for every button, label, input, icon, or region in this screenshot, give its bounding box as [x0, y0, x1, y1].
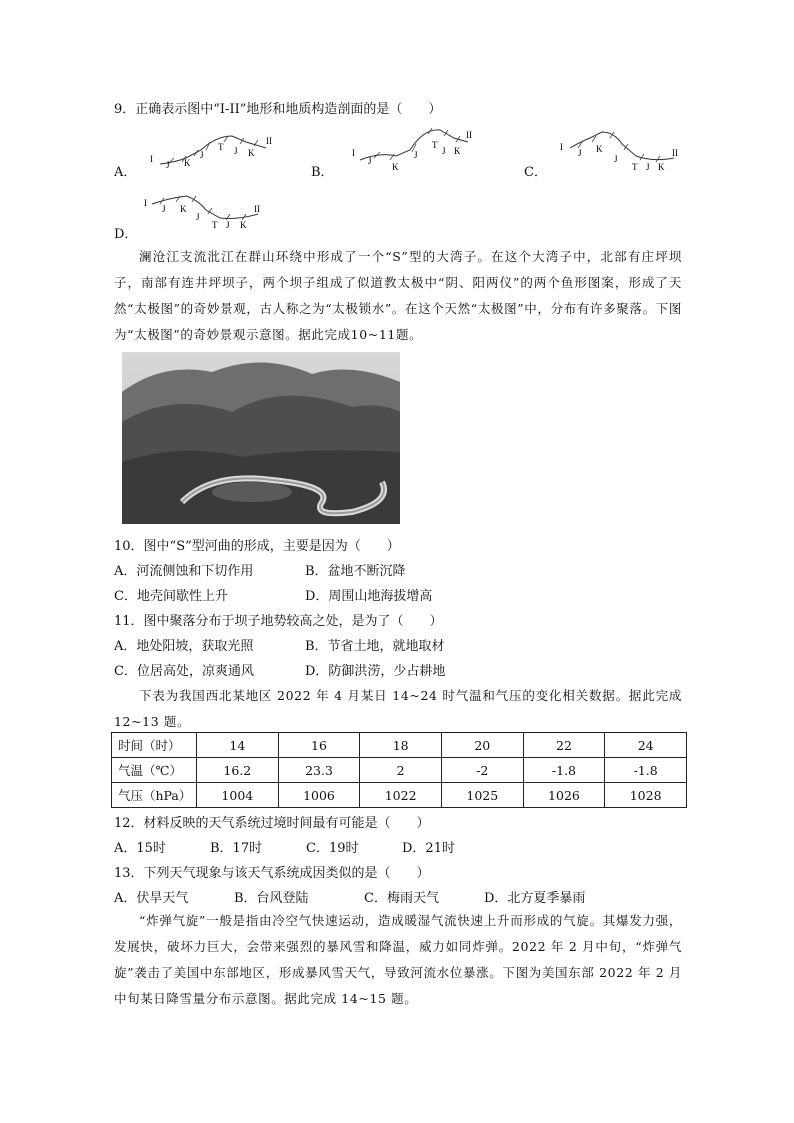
- table-cell: 1004: [197, 783, 279, 808]
- q9a-label-3: K: [184, 158, 191, 168]
- q12-option-c[interactable]: C．19时: [306, 841, 359, 856]
- q9a-label-5: T: [218, 142, 224, 152]
- passage-bomb-cyclone: “炸弹气旋”一般是指由冷空气快速运动，造成暖湿气流快速上升而形成的气旋。其爆发力强，发展快，破坏力巨大，会带来强烈的暴风雪和降温，威力如同炸弹。2022 年 2 月中旬，“炸弹气旋”袭击了美国中东部地区，形成暴风雪天气，导致河流水位暴涨。下图为美国东部 2022 年 2 月中旬某日降雪量分布示意图。据此完成 14~15 题。: [114, 913, 682, 1006]
- q9d-label-6: J: [226, 220, 230, 230]
- q9c-label-6: J: [646, 162, 650, 172]
- table-row-temperature: [112, 758, 687, 783]
- table-cell: 14: [197, 733, 279, 758]
- table-cell: 1022: [360, 783, 442, 808]
- q9b-label-2: J: [368, 156, 372, 166]
- q10-option-a[interactable]: A．河流侧蚀和下切作用: [114, 564, 254, 579]
- q9c-label-8: II: [672, 148, 678, 158]
- table-row-pressure: [112, 783, 687, 808]
- q9c-label-3: K: [596, 144, 603, 154]
- q12-stem: 12．材料反映的天气系统过境时间最有可能是（ ）: [114, 816, 430, 831]
- table-cell: 24: [605, 733, 687, 758]
- q9b-label-1: I: [352, 148, 355, 158]
- q13-option-a[interactable]: A．伏旱天气: [114, 891, 189, 906]
- q13-option-b[interactable]: B．台风登陆: [234, 891, 309, 906]
- q9d-label-3: K: [180, 204, 187, 214]
- q9c-label-4: J: [614, 154, 618, 164]
- q9b-label-7: K: [454, 146, 461, 156]
- q13-stem: 13．下列天气现象与该天气系统成因类似的是（ ）: [114, 866, 430, 881]
- table-cell: 1028: [605, 783, 687, 808]
- table-cell: 18: [360, 733, 442, 758]
- q9d-label-1: I: [144, 198, 147, 208]
- q13-option-d[interactable]: D．北方夏季暴雨: [484, 891, 586, 906]
- table-cell: 气温（℃）: [112, 758, 197, 783]
- q11-option-d[interactable]: D．防御洪涝，少占耕地: [305, 664, 446, 679]
- table-cell: -1.8: [605, 758, 687, 783]
- table-cell: 1026: [523, 783, 605, 808]
- q9-stem: 9．正确表示图中“I-II”地形和地质构造剖面的是（ ）: [114, 102, 442, 117]
- q9a-label-4: J: [200, 150, 204, 160]
- table-cell: 1006: [278, 783, 360, 808]
- table-cell: 气压（hPa）: [112, 783, 197, 808]
- table-cell: 23.3: [278, 758, 360, 783]
- q9-option-a-label[interactable]: A．: [114, 165, 137, 180]
- taiji-landscape-photo: [122, 352, 400, 524]
- q9c-label-2: J: [578, 148, 582, 158]
- q11-stem: 11．图中聚落分布于坝子地势较高之处，是为了（ ）: [114, 614, 443, 629]
- table-cell: 2: [360, 758, 442, 783]
- q9a-label-2: J: [166, 160, 170, 170]
- q9d-label-5: T: [212, 220, 218, 230]
- q12-option-d[interactable]: D．21时: [402, 841, 455, 856]
- q9b-label-4: J: [414, 150, 418, 160]
- q9d-label-7: K: [240, 220, 247, 230]
- q11-option-c[interactable]: C．位居高处，凉爽通风: [114, 664, 254, 679]
- q9d-label-4: J: [196, 212, 200, 222]
- q10-option-b[interactable]: B．盆地不断沉降: [305, 564, 406, 579]
- q12-option-a[interactable]: A．15时: [114, 841, 166, 856]
- q9b-label-3: K: [392, 162, 399, 172]
- passage-weather-table-intro: 下表为我国西北某地区 2022 年 4 月某日 14~24 时气温和气压的变化相关数据。据此完成 12~13 题。: [114, 688, 682, 729]
- q9a-label-7: K: [248, 148, 255, 158]
- q9c-label-5: T: [632, 162, 638, 172]
- table-cell: 16: [278, 733, 360, 758]
- q9-option-c-sketch: [556, 128, 686, 178]
- q10-stem: 10．图中“S”型河曲的形成，主要是因为（ ）: [114, 539, 400, 554]
- q9a-label-6: J: [234, 146, 238, 156]
- q9-option-d-sketch: [140, 190, 270, 240]
- table-cell: 22: [523, 733, 605, 758]
- q11-option-b[interactable]: B．节省土地，就地取材: [305, 639, 445, 654]
- q10-option-c[interactable]: C．地壳间歇性上升: [114, 589, 228, 604]
- weather-data-table: [111, 732, 687, 808]
- table-cell: 1025: [441, 783, 523, 808]
- q11-option-a[interactable]: A．地处阳坡，获取光照: [114, 639, 254, 654]
- table-cell: 20: [441, 733, 523, 758]
- table-cell: 时间（时）: [112, 733, 197, 758]
- q9-option-d-label[interactable]: D．: [114, 227, 138, 242]
- q9b-label-5: T: [432, 140, 438, 150]
- q9d-label-8: II: [254, 204, 260, 214]
- passage-taiji: 澜沧江支流沘江在群山环绕中形成了一个“S”型的大湾子。在这个大湾子中，北部有庄坪坝子，南部有连井坪坝子，两个坝子组成了似道教太极中“阴、阳两仪”的两个鱼形图案，形成了天然“太极图”的奇妙景观，古人称之为“太极锁水”。在这个天然“太极图”中，分布有许多聚落。下图为“太极图”的奇妙景观示意图。据此完成10~11题。: [114, 249, 682, 342]
- q12-option-b[interactable]: B．17时: [210, 841, 263, 856]
- q9c-label-1: I: [560, 142, 563, 152]
- q9b-label-8: II: [466, 130, 472, 140]
- table-cell: -1.8: [523, 758, 605, 783]
- q9-option-c-label[interactable]: C．: [524, 165, 547, 180]
- q9c-label-7: K: [658, 162, 665, 172]
- q13-option-c[interactable]: C．梅雨天气: [364, 891, 439, 906]
- q9-option-a-sketch: [146, 128, 286, 178]
- q9a-label-1: I: [150, 154, 153, 164]
- q9d-label-2: J: [162, 204, 166, 214]
- q9a-label-8: II: [266, 136, 272, 146]
- table-cell: -2: [441, 758, 523, 783]
- q9-option-b-label[interactable]: B．: [311, 165, 334, 180]
- table-row-time: [112, 733, 687, 758]
- q9b-label-6: J: [442, 146, 446, 156]
- q9-option-b-sketch: [350, 124, 480, 174]
- q10-option-d[interactable]: D．周围山地海拔增高: [305, 589, 433, 604]
- table-cell: 16.2: [197, 758, 279, 783]
